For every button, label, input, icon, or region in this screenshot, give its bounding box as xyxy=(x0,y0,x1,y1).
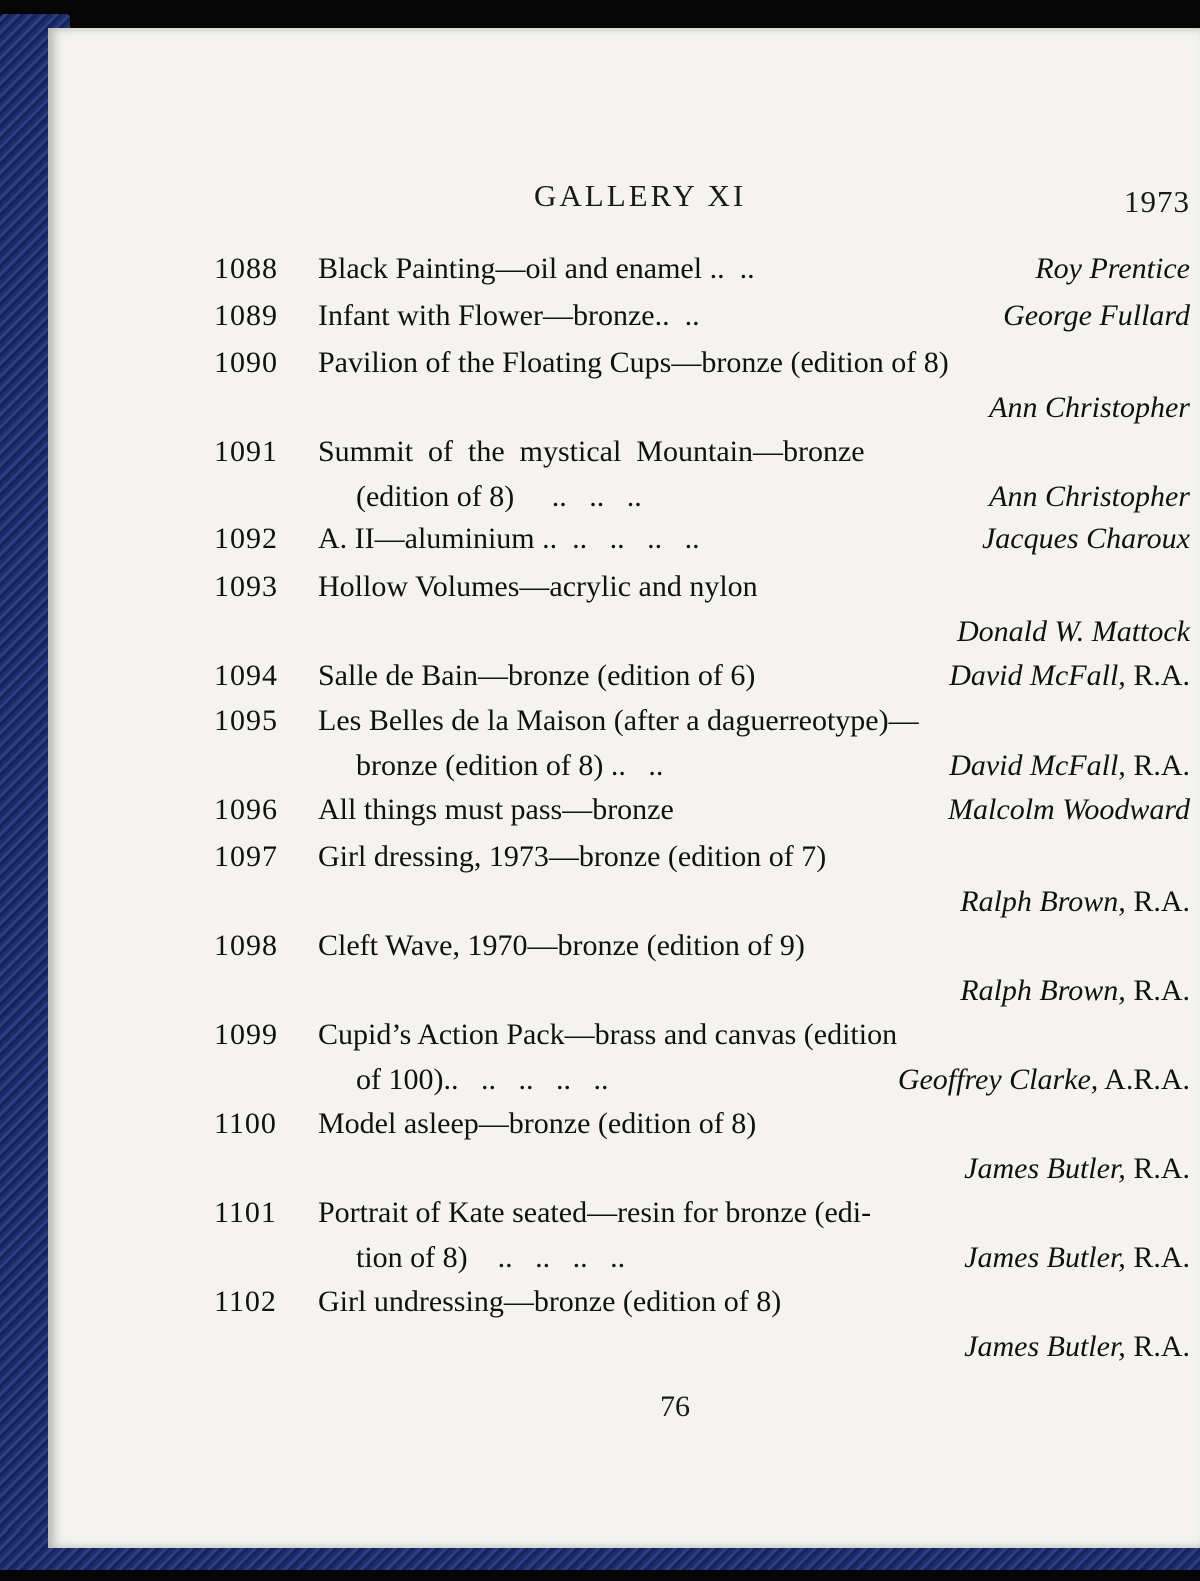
entry-number: 1097 xyxy=(214,840,278,873)
artist-name: Donald W. Mattock xyxy=(956,615,1190,648)
entry-artist xyxy=(949,743,1190,788)
entry-line xyxy=(48,1101,1200,1146)
catalogue-entry xyxy=(48,293,1200,338)
entry-line xyxy=(48,653,1200,698)
catalogue-entry xyxy=(48,516,1200,561)
entry-title: Summit of the mystical Mountain—bronze xyxy=(318,435,865,468)
entry-number: 1100 xyxy=(214,1107,277,1140)
entry-artist xyxy=(982,516,1190,561)
entry-title: All things must pass—bronze xyxy=(318,793,674,826)
entry-line xyxy=(48,1235,1200,1280)
artist-honour: R.A. xyxy=(1125,659,1190,692)
entry-artist xyxy=(964,1146,1190,1191)
entry-title: tion of 8) .. .. .. .. xyxy=(356,1241,626,1274)
artist-name: Jacques Charoux xyxy=(981,522,1190,555)
entry-line xyxy=(48,1012,1200,1057)
entry-artist xyxy=(964,1235,1190,1280)
entry-number: 1091 xyxy=(214,435,278,468)
entry-title: Les Belles de la Maison (after a daguerreotype)— xyxy=(318,704,919,737)
entry-line xyxy=(48,968,1200,1013)
entry-title: Pavilion of the Floating Cups—bronze (edition of 8) xyxy=(318,346,949,379)
catalogue-entry xyxy=(48,1190,1200,1280)
entry-line xyxy=(48,246,1200,291)
entry-line xyxy=(48,1324,1200,1369)
artist-name: Ralph Brown, xyxy=(960,885,1126,918)
artist-honour: R.A. xyxy=(1125,1241,1190,1274)
artist-name: Malcolm Woodward xyxy=(948,793,1190,826)
catalogue-entry xyxy=(48,1279,1200,1369)
entry-artist xyxy=(960,879,1190,924)
entry-line xyxy=(48,834,1200,879)
artist-name: David McFall, xyxy=(949,659,1126,692)
artist-name: James Butler, xyxy=(964,1241,1126,1274)
catalogue-entry xyxy=(48,429,1200,519)
entry-artist xyxy=(898,1057,1190,1102)
artist-name: Ralph Brown, xyxy=(960,974,1126,1007)
entry-title: (edition of 8) .. .. .. xyxy=(356,480,642,513)
entry-line xyxy=(48,1190,1200,1235)
entry-number: 1102 xyxy=(214,1285,277,1318)
catalogue-entry xyxy=(48,787,1200,832)
entry-title: Model asleep—bronze (edition of 8) xyxy=(318,1107,757,1140)
entry-line xyxy=(48,1146,1200,1191)
entry-line xyxy=(48,879,1200,924)
entry-title: Black Painting—oil and enamel .. .. xyxy=(318,252,755,285)
entry-artist xyxy=(960,968,1190,1013)
entry-number: 1098 xyxy=(214,929,278,962)
artist-honour: R.A. xyxy=(1125,749,1190,782)
entry-number: 1093 xyxy=(214,570,278,603)
entry-line xyxy=(48,609,1200,654)
artist-name: Ann Christopher xyxy=(989,391,1190,424)
entry-line xyxy=(48,923,1200,968)
catalogue-entry xyxy=(48,246,1200,291)
entry-line xyxy=(48,385,1200,430)
entry-title: Infant with Flower—bronze.. .. xyxy=(318,299,700,332)
entry-line xyxy=(48,474,1200,519)
gallery-title: GALLERY XI xyxy=(534,178,747,213)
entry-number: 1099 xyxy=(214,1018,278,1051)
entry-number: 1095 xyxy=(214,704,278,737)
artist-name: George Fullard xyxy=(1003,299,1190,332)
entry-artist xyxy=(949,653,1190,698)
catalogue-entry xyxy=(48,564,1200,654)
entry-number: 1094 xyxy=(214,659,278,692)
entry-line xyxy=(48,564,1200,609)
entry-number: 1089 xyxy=(214,299,278,332)
entry-number: 1101 xyxy=(214,1196,277,1229)
catalogue-entry xyxy=(48,923,1200,1013)
catalogue-entry xyxy=(48,1101,1200,1191)
entry-title: bronze (edition of 8) .. .. xyxy=(356,749,664,782)
entry-title: Cleft Wave, 1970—bronze (edition of 9) xyxy=(318,929,805,962)
entry-artist xyxy=(964,1324,1190,1369)
catalogue-entry xyxy=(48,834,1200,924)
entry-line xyxy=(48,340,1200,385)
artist-honour: R.A. xyxy=(1125,1330,1190,1363)
catalogue-entry xyxy=(48,1012,1200,1102)
entry-title: Cupid’s Action Pack—brass and canvas (edition xyxy=(318,1018,898,1051)
artist-name: David McFall, xyxy=(949,749,1126,782)
entry-line xyxy=(48,1057,1200,1102)
entry-line xyxy=(48,1279,1200,1324)
catalogue-page xyxy=(48,28,1200,1548)
artist-honour: A.R.A. xyxy=(1098,1063,1190,1096)
entry-artist xyxy=(989,474,1190,519)
artist-name: Roy Prentice xyxy=(1035,252,1190,285)
entry-artist xyxy=(948,787,1190,832)
artist-honour: R.A. xyxy=(1125,1152,1190,1185)
artist-name: James Butler, xyxy=(964,1152,1126,1185)
artist-honour: R.A. xyxy=(1125,974,1190,1007)
running-header xyxy=(48,178,1200,218)
entry-artist xyxy=(1035,246,1190,291)
entry-line xyxy=(48,429,1200,474)
catalogue-entry xyxy=(48,653,1200,698)
entry-title: Salle de Bain—bronze (edition of 6) xyxy=(318,659,756,692)
page-number: 76 xyxy=(660,1390,690,1423)
catalogue-entry xyxy=(48,340,1200,430)
entry-artist xyxy=(957,609,1190,654)
entry-number: 1090 xyxy=(214,346,278,379)
entry-title: of 100).. .. .. .. .. xyxy=(356,1063,609,1096)
entry-title: Portrait of Kate seated—resin for bronze (edi- xyxy=(318,1196,872,1229)
entry-number: 1096 xyxy=(214,793,278,826)
entry-line xyxy=(48,516,1200,561)
artist-name: Ann Christopher xyxy=(989,480,1190,513)
entry-line xyxy=(48,698,1200,743)
entry-number: 1088 xyxy=(214,252,278,285)
entry-line xyxy=(48,293,1200,338)
entry-title: Hollow Volumes—acrylic and nylon xyxy=(318,570,758,603)
artist-name: Geoffrey Clarke, xyxy=(897,1063,1099,1096)
entry-title: Girl undressing—bronze (edition of 8) xyxy=(318,1285,782,1318)
artist-name: James Butler, xyxy=(964,1330,1126,1363)
catalogue-entry xyxy=(48,698,1200,788)
artist-honour: R.A. xyxy=(1125,885,1190,918)
entry-line xyxy=(48,743,1200,788)
entry-title: Girl dressing, 1973—bronze (edition of 7) xyxy=(318,840,827,873)
entry-line xyxy=(48,787,1200,832)
entry-artist xyxy=(989,385,1190,430)
header-year: 1973 xyxy=(1124,184,1190,219)
entry-artist xyxy=(1003,293,1190,338)
entry-number: 1092 xyxy=(214,522,278,555)
entry-title: A. II—aluminium .. .. .. .. .. xyxy=(318,522,700,555)
